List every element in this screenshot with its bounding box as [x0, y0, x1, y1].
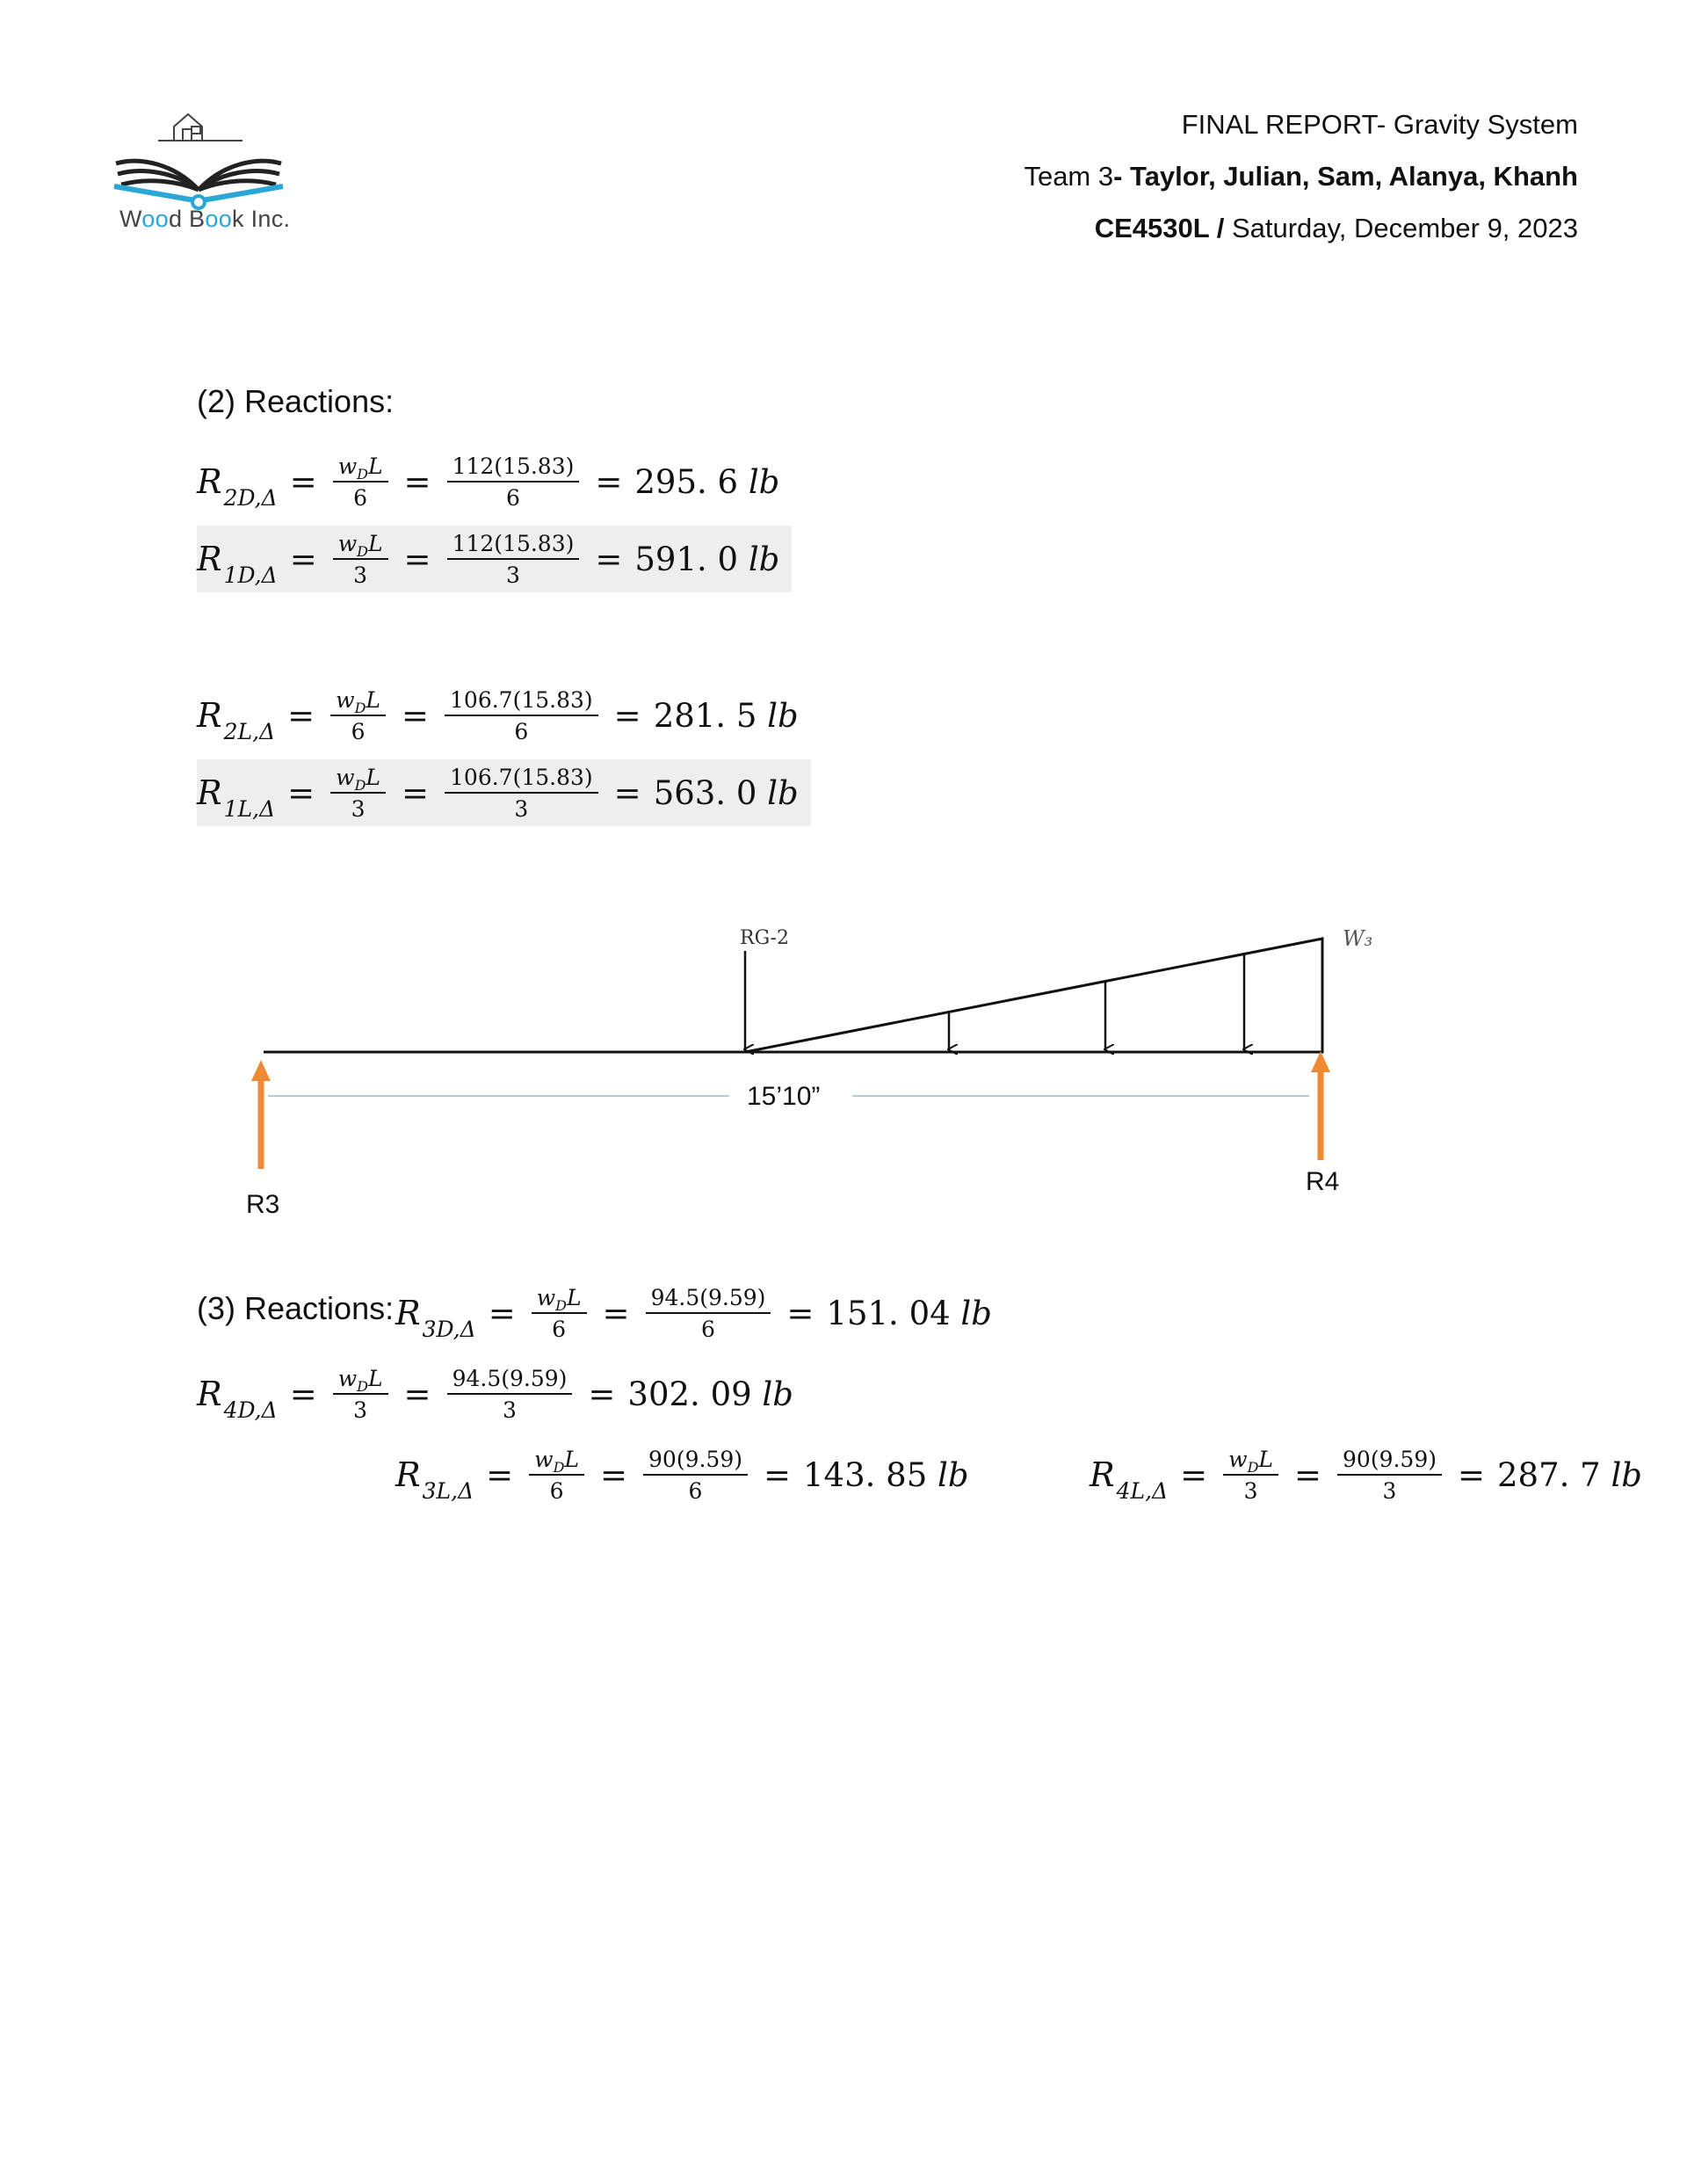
- reaction-equation: R 3D,Δ = $\frac{w_DL}{6}$ = $\frac{94.5(9.59)}{6}$ = 151. 04 lb: [395, 1284, 992, 1342]
- reaction-r3-label: R3: [246, 1190, 280, 1219]
- reaction-equation: R 1L,Δ = $\frac{w_DL}{3}$ = $\frac{106.7(15.83)}{3}$ = 563. 0 lb: [197, 759, 811, 826]
- reaction-r3-arrowhead-icon: [251, 1060, 271, 1081]
- reaction-equation: R 4D,Δ = $\frac{w_DL}{3}$ = $\frac{94.5(9.59)}{3}$ = 302. 09 lb: [197, 1365, 793, 1423]
- distributed-load-label: W₃: [1343, 926, 1373, 951]
- reaction-equation: R 4L,Δ = $\frac{w_DL}{3}$ = $\frac{90(9.59)}{3}$ = 287. 7 lb: [1090, 1446, 1642, 1504]
- report-title: FINAL REPORT- Gravity System: [1181, 109, 1578, 140]
- point-load-label: RG-2: [740, 927, 789, 949]
- section-2-heading: (2) Reactions:: [197, 383, 395, 419]
- beam-load-diagram: [220, 914, 1450, 1248]
- team-line: Team 3- Taylor, Julian, Sam, Alanya, Khanh: [1024, 161, 1578, 192]
- reaction-equation: R 2D,Δ = $\frac{w_DL}{6}$ = $\frac{112(15.83)}{6}$ = 295. 6 lb: [197, 453, 780, 511]
- reaction-equation: R 2L,Δ = $\frac{w_DL}{6}$ = $\frac{106.7(15.83)}{6}$ = 281. 5 lb: [197, 686, 799, 744]
- reaction-r4-arrowhead-icon: [1311, 1051, 1330, 1072]
- distributed-load-triangle: [745, 939, 1322, 1052]
- reaction-r4-label: R4: [1306, 1167, 1340, 1196]
- course-date-line: CE4530L / Saturday, December 9, 2023: [1094, 213, 1578, 243]
- logo-text: Wood Book Inc.: [119, 206, 291, 232]
- reaction-equation: R 3L,Δ = $\frac{w_DL}{6}$ = $\frac{90(9.59)}{6}$ = 143. 85 lb: [395, 1446, 969, 1504]
- book-house-logo-icon: [104, 105, 297, 211]
- span-label: 15’10”: [747, 1082, 821, 1111]
- reaction-equation: R 1D,Δ = $\frac{w_DL}{3}$ = $\frac{112(15.83)}{3}$ = 591. 0 lb: [197, 526, 792, 592]
- section-3-heading: (3) Reactions:: [197, 1290, 395, 1326]
